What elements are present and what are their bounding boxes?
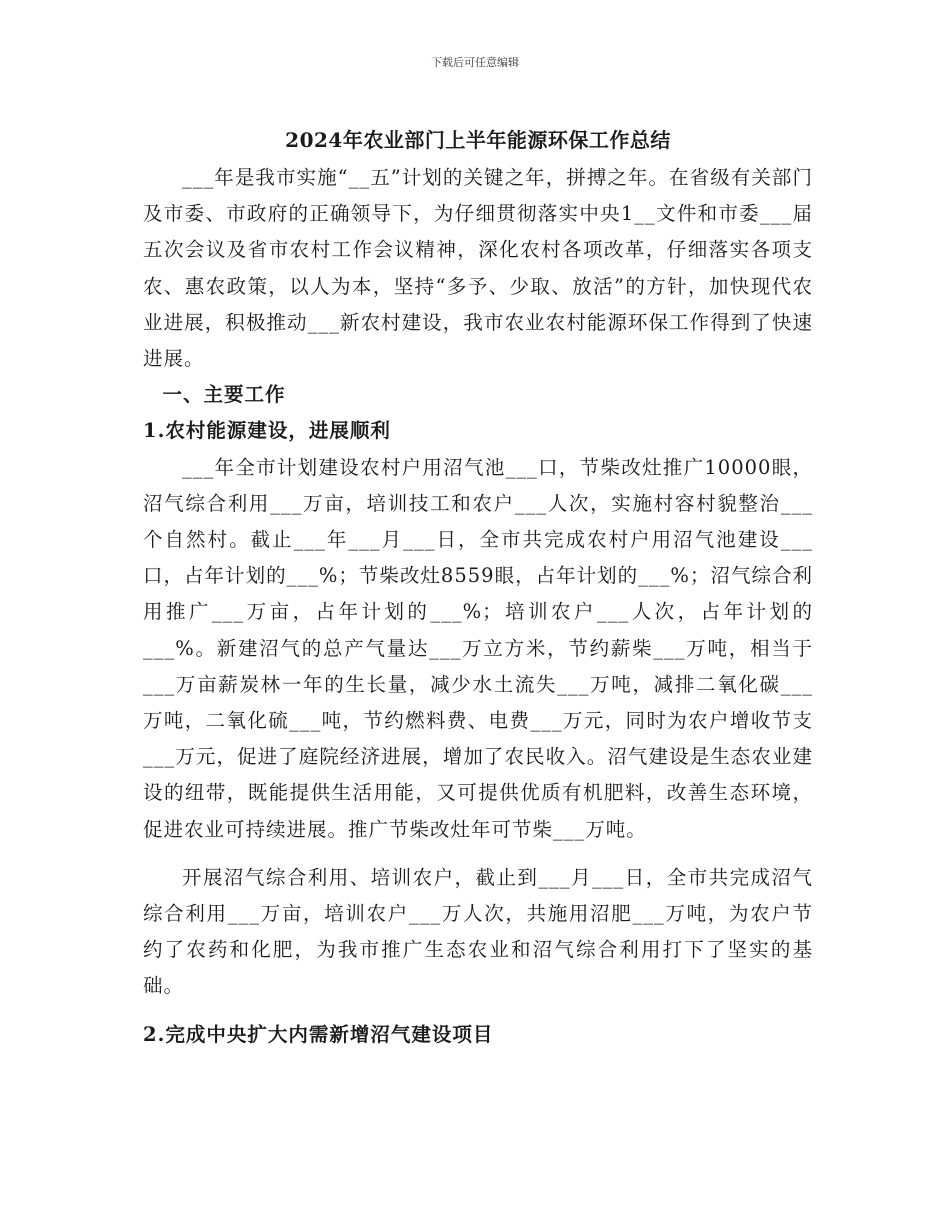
document-title: 2024年农业部门上半年能源环保工作总结 (285, 128, 671, 152)
section-heading-main-work: 一、主要工作 (162, 383, 286, 407)
subheading-rural-energy: 1.农村能源建设，进展顺利 (143, 419, 391, 443)
subheading-biogas-project: 2.完成中央扩大内需新增沼气建设项目 (143, 1022, 494, 1046)
document-body (143, 120, 813, 1053)
rural-energy-paragraph: ___年全市计划建设农村户用沼气池___口，节柴改灶推广10000眼，沼气综合利用___万亩，培训技工和农户___人次，实施村容村貌整治___个自然村。截止___年___月___日，全市共完成农村户用沼气池建设___口，占年计划的___%；节柴改灶8559眼，占年计划的___%；沼气综合利用推广___万亩，占年计划的___%；培训农户___人次，占年计划的___%。新建沼气的总产气量达___万立方米，节约薪柴___万吨，相当于___万亩薪炭林一年的生长量，减少水土流失___万吨，减排二氧化碳___万吨，二氧化硫___吨，节约燃料费、电费___万元，同时为农户增收节支___万元，促进了庭院经济进展，增加了农民收入。沼气建设是生态农业建设的纽带，既能提供生活用能，又可提供优质有机肥料，改善生态环境，促进农业可持续进展。推广节柴改灶年可节柴___万吨。 (143, 455, 813, 841)
biogas-training-paragraph: 开展沼气综合利用、培训农户，截止到___月___日，全市共完成沼气综合利用___万亩，培训农户___万人次，共施用沼肥___万吨，为农户节约了农药和化肥，为我市推广生态农业和沼气综合利用打下了坚实的基础。 (143, 865, 813, 998)
intro-paragraph: ___年是我市实施“__五”计划的关键之年，拼搏之年。在省级有关部门及市委、市政府的正确领导下，为仔细贯彻落实中央1__文件和市委___届五次会议及省市农村工作会议精神，深化农村各项改革，仔细落实各项支农、惠农政策，以人为本，坚持“多予、少取、放活”的方针，加快现代农业进展，积极推动___新农村建设，我市农业农村能源环保工作得到了快速进展。 (143, 166, 813, 371)
header-note: 下载后可任意编辑 (431, 56, 519, 69)
